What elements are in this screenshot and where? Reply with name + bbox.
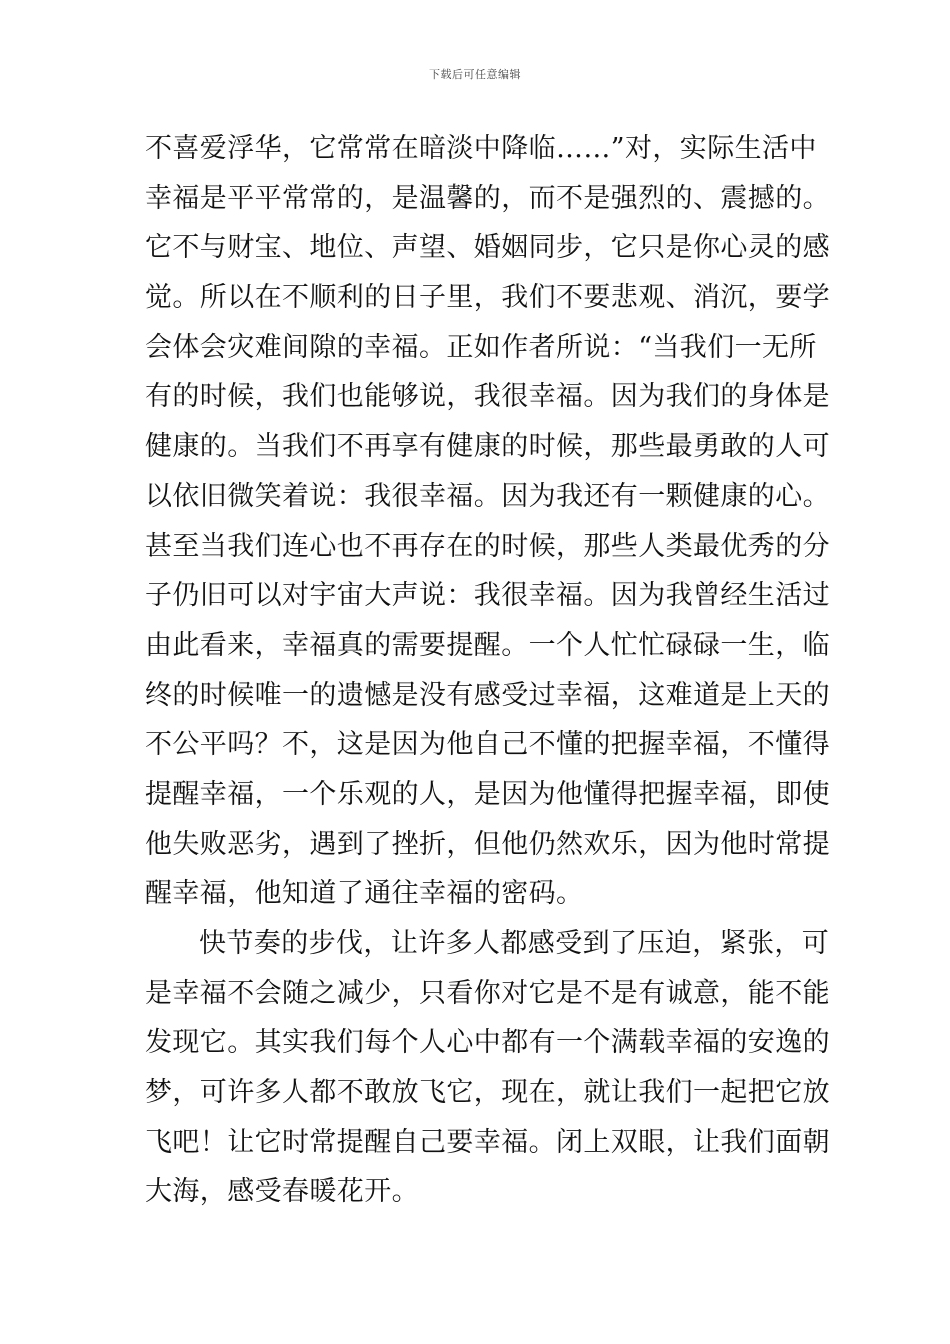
text-line: 子仍旧可以对宇宙大声说：我很幸福。因为我曾经生活过 xyxy=(145,580,830,612)
text-line: 会体会灾难间隙的幸福。正如作者所说：“当我们一无所 xyxy=(145,331,817,363)
page-header: 下载后可任意编辑 xyxy=(429,68,521,81)
text-line: 快节奏的步伐，让许多人都感受到了压迫，紧张，可 xyxy=(199,928,830,959)
text-line: 醒幸福，他知道了通往幸福的密码。 xyxy=(145,878,584,910)
text-line: 他失败恶劣，遇到了挫折，但他仍然欢乐，因为他时常提 xyxy=(145,828,830,860)
text-line: 发现它。其实我们每个人心中都有一个满载幸福的安逸的 xyxy=(145,1027,830,1059)
text-line: 以依旧微笑着说：我很幸福。因为我还有一颗健康的心。 xyxy=(145,480,830,512)
paragraph xyxy=(145,124,830,919)
text-line: 不公平吗？不，这是因为他自己不懂的把握幸福，不懂得 xyxy=(145,729,830,761)
text-line: 由此看来，幸福真的需要提醒。一个人忙忙碌碌一生，临 xyxy=(145,629,830,661)
text-line: 甚至当我们连心也不再存在的时候，那些人类最优秀的分 xyxy=(145,530,830,562)
text-line: 幸福是平平常常的，是温馨的，而不是强烈的、震撼的。 xyxy=(145,182,830,214)
text-line: 飞吧！让它时常提醒自己要幸福。闭上双眼，让我们面朝 xyxy=(145,1126,830,1158)
text-line: 梦，可许多人都不敢放飞它，现在，就让我们一起把它放 xyxy=(145,1077,830,1109)
text-line: 终的时候唯一的遗憾是没有感受过幸福，这难道是上天的 xyxy=(145,679,830,711)
text-line: 提醒幸福，一个乐观的人，是因为他懂得把握幸福，即使 xyxy=(145,778,830,810)
text-line: 健康的。当我们不再享有健康的时候，那些最勇敢的人可 xyxy=(145,431,830,463)
text-line: 觉。所以在不顺利的日子里，我们不要悲观、消沉，要学 xyxy=(145,282,830,314)
text-line: 它不与财宝、地位、声望、婚姻同步，它只是你心灵的感 xyxy=(145,232,830,264)
paragraph xyxy=(145,919,830,1217)
text-line: 大海，感受春暖花开。 xyxy=(145,1176,419,1208)
document-body xyxy=(145,124,830,1217)
text-line: 是幸福不会随之减少，只看你对它是不是有诚意，能不能 xyxy=(145,977,830,1009)
text-line: 不喜爱浮华，它常常在暗淡中降临……”对，实际生活中 xyxy=(145,133,817,164)
text-line: 有的时候，我们也能够说，我很幸福。因为我们的身体是 xyxy=(145,381,830,413)
